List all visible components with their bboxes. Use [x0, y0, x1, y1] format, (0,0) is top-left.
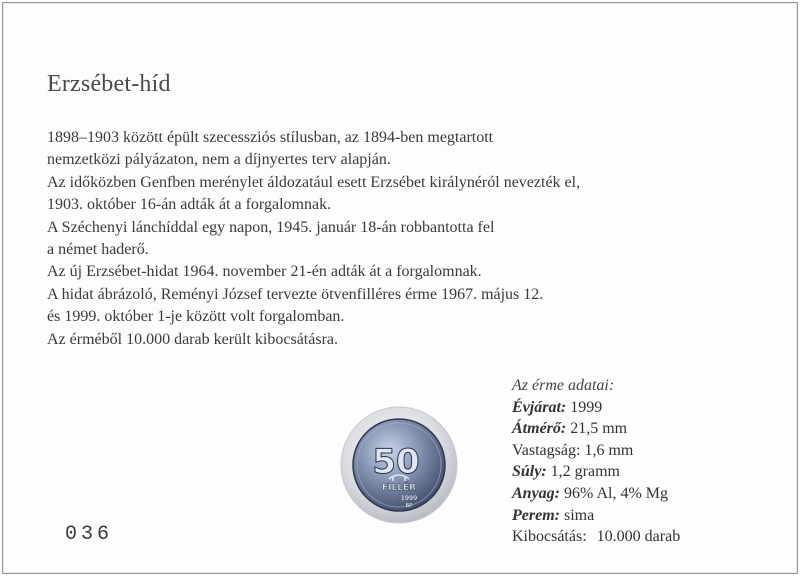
coin-mint-mark: BP: [405, 503, 413, 509]
spec-row-weight: [512, 461, 680, 483]
envelope: [2, 2, 798, 574]
spec-label: Perem:: [512, 506, 560, 524]
description-line: Az időközben Genfben merénylet áldozatául esett Erzsébet királynéról nevezték el,: [47, 173, 581, 191]
spec-label: Vastagság:: [512, 441, 581, 459]
spec-value: 1,6 mm: [584, 441, 634, 459]
description-line: nemzetközi pályázaton, nem a díjnyertes terv alapján.: [47, 151, 391, 169]
description-line: A hidat ábrázoló, Reményi József tervezte ötvenfilléres érme 1967. május 12.: [47, 285, 544, 303]
description-line: Az új Erzsébet-hidat 1964. november 21-én adták át a forgalomnak.: [47, 263, 482, 281]
coin-year: 1999: [400, 494, 418, 502]
spec-row-year: [512, 397, 680, 419]
coin-denomination: 50: [372, 442, 420, 482]
spec-value: 96% Al, 4% Mg: [564, 484, 668, 502]
specs-heading: Az érme adatai:: [512, 377, 615, 394]
coin-icon: [339, 405, 459, 525]
description-line: és 1999. október 1-je között volt forgalomban.: [47, 308, 345, 326]
spec-value: sima: [563, 506, 595, 524]
spec-row-mintage: [512, 526, 680, 548]
spec-label: Súly:: [512, 463, 547, 481]
spec-row-thickness: [512, 440, 680, 462]
spec-label: Anyag:: [512, 484, 560, 502]
spec-row-diameter: [512, 418, 680, 440]
spec-value: 10.000 darab: [596, 528, 681, 546]
spec-value: 1999: [570, 398, 603, 416]
description-line: 1898–1903 között épült szecessziós stílusban, az 1894-ben megtartott: [47, 129, 494, 146]
spec-label: Évjárat:: [512, 398, 567, 416]
coin-specs: [512, 375, 680, 548]
coin-image: [339, 405, 459, 525]
spec-row-edge: [512, 505, 680, 527]
description-line: A Széchenyi lánchíddal egy napon, 1945. január 18-án robbantotta fel: [47, 218, 495, 236]
description-line: a német haderő.: [47, 240, 149, 258]
spec-row-material: [512, 483, 680, 505]
coin-unit: FILLÉR: [381, 483, 417, 493]
description-text: [47, 127, 580, 351]
serial-number: 036: [65, 523, 114, 546]
spec-label: Átmérő:: [512, 420, 567, 438]
spec-value: 1,2 gramm: [550, 463, 620, 481]
spec-label: Kibocsátás:: [512, 528, 587, 546]
spec-value: 21,5 mm: [570, 420, 628, 438]
page-title: Erzsébet-híd: [47, 71, 171, 97]
description-line: Az érméből 10.000 darab került kibocsátásra.: [47, 330, 339, 348]
description-line: 1903. október 16-án adták át a forgalomnak.: [47, 196, 332, 214]
